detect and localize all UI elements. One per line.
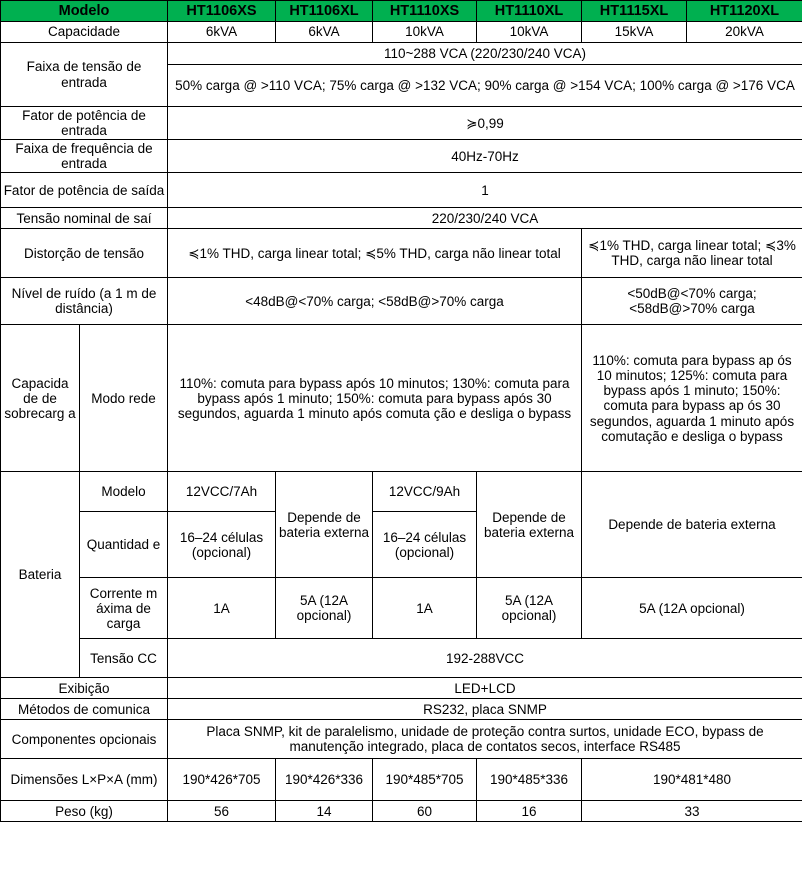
cell-bateria-modelo-1: 12VCC/7Ah — [168, 472, 276, 512]
header-cell-model-3: HT1110XS — [373, 1, 477, 22]
cell-capacidade-1: 6kVA — [168, 22, 276, 43]
row-label-dimensoes: Dimensões L×P×A (mm) — [1, 759, 168, 801]
cell-nivel-ruido-right: <50dB@<70% carga; <58dB@>70% carga — [582, 278, 802, 325]
table-row-nivel-ruido — [1, 278, 802, 325]
table-row-metodos-comunicacao — [1, 699, 802, 720]
table-row-bateria-corrente-maxima — [1, 578, 802, 639]
cell-bateria-tensao-cc: 192-288VCC — [168, 639, 802, 678]
row-label-fator-potencia-saida: Fator de potência de saída — [1, 173, 168, 208]
row-label-exibicao: Exibição — [1, 678, 168, 699]
table-row-exibicao — [1, 678, 802, 699]
cell-dimensoes-4: 190*485*336 — [477, 759, 582, 801]
cell-fator-potencia-entrada: ≽0,99 — [168, 107, 802, 140]
row-sublabel-bateria-quantidade: Quantidad e — [80, 512, 168, 578]
header-cell-modelo: Modelo — [1, 1, 168, 22]
row-label-faixa-frequencia-entrada: Faixa de frequência de entrada — [1, 140, 168, 173]
row-sublabel-bateria-corrente-maxima: Corrente m áxima de carga — [80, 578, 168, 639]
cell-distorcao-tensao-left: ≼1% THD, carga linear total; ≼5% THD, carga não linear total — [168, 229, 582, 278]
table-row-fator-potencia-saida — [1, 173, 802, 208]
cell-bateria-externa-2: Depende de bateria externa — [276, 472, 373, 578]
table-row-fator-potencia-entrada — [1, 107, 802, 140]
row-label-capacidade-sobrecarga: Capacida de de sobrecarg a — [1, 325, 80, 472]
row-label-nivel-ruido: Nível de ruído (a 1 m de distância) — [1, 278, 168, 325]
table-row-faixa-tensao-entrada-a — [1, 43, 802, 65]
cell-exibicao: LED+LCD — [168, 678, 802, 699]
cell-bateria-corrente-2: 5A (12A opcional) — [276, 578, 373, 639]
row-label-bateria: Bateria — [1, 472, 80, 678]
cell-capacidade-6: 20kVA — [687, 22, 802, 43]
cell-peso-56: 33 — [582, 801, 802, 822]
cell-bateria-externa-56: Depende de bateria externa — [582, 472, 802, 578]
cell-capacidade-4: 10kVA — [477, 22, 582, 43]
cell-bateria-quantidade-1: 16–24 células (opcional) — [168, 512, 276, 578]
cell-faixa-tensao-entrada-b: 50% carga @ >110 VCA; 75% carga @ >132 VCA; 90% carga @ >154 VCA; 100% carga @ >176 VCA — [168, 65, 802, 107]
cell-faixa-frequencia-entrada: 40Hz-70Hz — [168, 140, 802, 173]
cell-capacidade-sobrecarga-left: 110%: comuta para bypass após 10 minutos; 130%: comuta para bypass após 1 minuto; 150%: comuta para bypass após 30 segundos, aguarda 1 minuto após comuta ção e desliga o bypass — [168, 325, 582, 472]
cell-componentes-opcionais: Placa SNMP, kit de paralelismo, unidade de proteção contra surtos, unidade ECO, bypass de manutenção integrado, placa de contatos secos, interface RS485 — [168, 720, 802, 759]
table-header-row — [1, 1, 802, 22]
table-row-peso — [1, 801, 802, 822]
cell-metodos-comunicacao: RS232, placa SNMP — [168, 699, 802, 720]
row-label-distorcao-tensao: Distorção de tensão — [1, 229, 168, 278]
row-sublabel-modo-rede: Modo rede — [80, 325, 168, 472]
cell-capacidade-2: 6kVA — [276, 22, 373, 43]
row-label-faixa-tensao-entrada: Faixa de tensão de entrada — [1, 43, 168, 107]
table-row-capacidade-sobrecarga — [1, 325, 802, 472]
cell-dimensoes-2: 190*426*336 — [276, 759, 373, 801]
header-cell-model-1: HT1106XS — [168, 1, 276, 22]
table-row-distorcao-tensao — [1, 229, 802, 278]
cell-peso-4: 16 — [477, 801, 582, 822]
cell-bateria-modelo-3: 12VCC/9Ah — [373, 472, 477, 512]
table-row-faixa-frequencia-entrada — [1, 140, 802, 173]
row-label-metodos-comunicacao: Métodos de comunica — [1, 699, 168, 720]
header-cell-model-2: HT1106XL — [276, 1, 373, 22]
cell-bateria-corrente-56: 5A (12A opcional) — [582, 578, 802, 639]
cell-bateria-corrente-4: 5A (12A opcional) — [477, 578, 582, 639]
cell-bateria-externa-4: Depende de bateria externa — [477, 472, 582, 578]
cell-peso-2: 14 — [276, 801, 373, 822]
cell-bateria-corrente-1: 1A — [168, 578, 276, 639]
cell-peso-3: 60 — [373, 801, 477, 822]
table-row-bateria-modelo — [1, 472, 802, 512]
header-cell-model-5: HT1115XL — [582, 1, 687, 22]
row-label-componentes-opcionais: Componentes opcionais — [1, 720, 168, 759]
row-label-tensao-nominal-saida: Tensão nominal de saí — [1, 208, 168, 229]
cell-capacidade-3: 10kVA — [373, 22, 477, 43]
row-sublabel-bateria-tensao-cc: Tensão CC — [80, 639, 168, 678]
row-label-capacidade: Capacidade — [1, 22, 168, 43]
cell-dimensoes-1: 190*426*705 — [168, 759, 276, 801]
table-row-capacidade — [1, 22, 802, 43]
table-row-bateria-tensao-cc — [1, 639, 802, 678]
cell-peso-1: 56 — [168, 801, 276, 822]
cell-capacidade-sobrecarga-right: 110%: comuta para bypass ap ós 10 minutos; 125%: comuta para bypass após 1 minuto; 150%: comuta para bypass ap ós 30 segundos, aguarda 1 minuto após comutação e desliga o bypass — [582, 325, 802, 472]
row-label-peso: Peso (kg) — [1, 801, 168, 822]
header-cell-model-4: HT1110XL — [477, 1, 582, 22]
cell-distorcao-tensao-right: ≼1% THD, carga linear total; ≼3% THD, carga não linear total — [582, 229, 802, 278]
header-cell-model-6: HT1120XL — [687, 1, 802, 22]
cell-bateria-quantidade-3: 16–24 células (opcional) — [373, 512, 477, 578]
cell-tensao-nominal-saida: 220/230/240 VCA — [168, 208, 802, 229]
row-sublabel-bateria-modelo: Modelo — [80, 472, 168, 512]
cell-nivel-ruido-left: <48dB@<70% carga; <58dB@>70% carga — [168, 278, 582, 325]
cell-dimensoes-3: 190*485*705 — [373, 759, 477, 801]
cell-capacidade-5: 15kVA — [582, 22, 687, 43]
row-label-fator-potencia-entrada: Fator de potência de entrada — [1, 107, 168, 140]
cell-bateria-corrente-3: 1A — [373, 578, 477, 639]
table-row-dimensoes — [1, 759, 802, 801]
table-row-componentes-opcionais — [1, 720, 802, 759]
cell-dimensoes-56: 190*481*480 — [582, 759, 802, 801]
cell-faixa-tensao-entrada-a: 110~288 VCA (220/230/240 VCA) — [168, 43, 802, 65]
cell-fator-potencia-saida: 1 — [168, 173, 802, 208]
table-row-tensao-nominal-saida — [1, 208, 802, 229]
